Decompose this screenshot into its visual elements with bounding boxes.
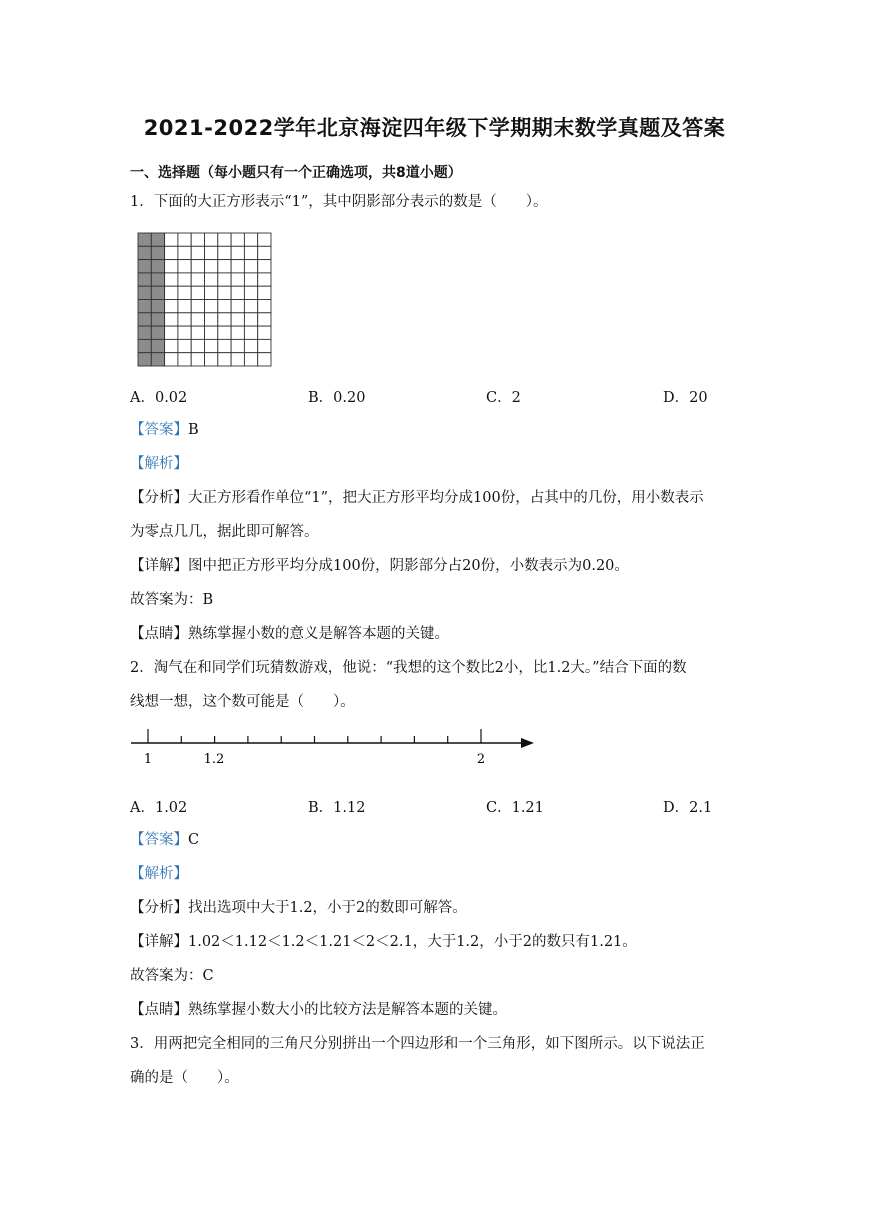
section-heading: 一、选择题（每小题只有一个正确选项，共8道小题）	[130, 165, 462, 181]
grid-cell	[218, 273, 231, 286]
answer-tag: 【答案】	[130, 832, 188, 848]
q3-stem-line1: 3．用两把完全相同的三角尺分别拼出一个四边形和一个三角形，如下图所示。以下说法正	[130, 1036, 705, 1052]
grid-cell	[258, 260, 271, 273]
shaded-cell	[138, 246, 151, 259]
q1-analysis-tag: 【解析】	[130, 456, 188, 472]
grid-cell	[231, 300, 244, 313]
q1-conclusion: 故答案为：B	[130, 592, 214, 608]
dianjing-tag: 【点睛】	[130, 626, 188, 642]
shaded-cell	[138, 286, 151, 299]
grid-cell	[205, 246, 218, 259]
q2-option-c: C．1.21	[486, 800, 544, 816]
grid-cell	[178, 286, 191, 299]
answer-tag: 【答案】	[130, 422, 188, 438]
grid-cell	[205, 233, 218, 246]
shaded-cell	[151, 273, 164, 286]
grid-cell	[205, 339, 218, 352]
q1-option-a: A．0.02	[130, 390, 188, 406]
grid-cell	[165, 353, 178, 366]
grid-cell	[258, 353, 271, 366]
grid-cell	[178, 353, 191, 366]
xiangjie-tag: 【详解】	[130, 934, 188, 950]
shaded-cell	[151, 326, 164, 339]
q2-conclusion: 故答案为：C	[130, 968, 214, 984]
grid-cell	[191, 233, 204, 246]
grid-cell	[231, 260, 244, 273]
grid-cell	[205, 326, 218, 339]
grid-cell	[231, 233, 244, 246]
q1-stem: 1．下面的大正方形表示“1”，其中阴影部分表示的数是（ ）。	[130, 194, 548, 210]
number-line-label-1: 1	[143, 752, 153, 767]
grid-cell	[165, 260, 178, 273]
grid-cell	[191, 339, 204, 352]
grid-cell	[165, 300, 178, 313]
grid-cell	[191, 246, 204, 259]
q1-option-c: C．2	[486, 390, 521, 406]
grid-cell	[165, 286, 178, 299]
grid-cell	[258, 313, 271, 326]
grid-cell	[205, 286, 218, 299]
grid-cell	[165, 339, 178, 352]
shaded-cell	[138, 326, 151, 339]
shaded-cell	[151, 233, 164, 246]
grid-cell	[218, 246, 231, 259]
grid-cell	[231, 273, 244, 286]
grid-cell	[191, 300, 204, 313]
q1-dianjing	[130, 624, 449, 644]
q2-option-d: D．2.1	[663, 800, 713, 816]
grid-cell	[205, 273, 218, 286]
xiangjie-text: 图中把正方形平均分成100份，阴影部分占20份，小数表示为0.20。	[188, 558, 629, 574]
q1-option-b: B．0.20	[308, 390, 366, 406]
grid-cell	[231, 339, 244, 352]
grid-cell	[231, 286, 244, 299]
xiangjie-tag: 【详解】	[130, 558, 188, 574]
grid-cell	[231, 246, 244, 259]
grid-cell	[178, 260, 191, 273]
number-line-arrow	[521, 738, 534, 748]
grid-cell	[178, 326, 191, 339]
q2-dianjing	[130, 1000, 507, 1020]
q1-xiangjie	[130, 556, 629, 576]
q2-option-b: B．1.12	[308, 800, 366, 816]
grid-cell	[244, 260, 257, 273]
grid-cell	[244, 273, 257, 286]
shaded-cell	[138, 233, 151, 246]
q2-analysis-tag: 【解析】	[130, 866, 188, 882]
grid-cell	[178, 273, 191, 286]
shaded-cell	[138, 339, 151, 352]
grid-cell	[244, 326, 257, 339]
q1-answer	[130, 420, 199, 440]
grid-cell	[191, 286, 204, 299]
shaded-cell	[138, 353, 151, 366]
q2-xiangjie	[130, 932, 637, 952]
q1-fenxi-line1	[130, 488, 704, 508]
grid-cell	[178, 233, 191, 246]
grid-cell	[218, 353, 231, 366]
grid-cell	[258, 300, 271, 313]
shaded-cell	[151, 353, 164, 366]
dianjing-text: 熟练掌握小数大小的比较方法是解答本题的关键。	[188, 1002, 507, 1018]
shaded-cell	[151, 260, 164, 273]
fenxi-tag: 【分析】	[130, 490, 188, 506]
q2-option-a: A．1.02	[130, 800, 188, 816]
grid-cell	[191, 326, 204, 339]
grid-cell	[244, 339, 257, 352]
fenxi-text: 找出选项中大于1.2，小于2的数即可解答。	[188, 900, 467, 916]
grid-cell	[205, 353, 218, 366]
grid-cell	[165, 233, 178, 246]
number-line-label-2: 2	[476, 752, 486, 767]
grid-cell	[191, 273, 204, 286]
shaded-cell	[151, 339, 164, 352]
q1-fenxi-line2: 为零点几几，据此即可解答。	[130, 524, 319, 540]
grid-cell	[205, 260, 218, 273]
grid-cell	[258, 273, 271, 286]
grid-cell	[205, 300, 218, 313]
grid-cell	[244, 233, 257, 246]
answer-value: B	[188, 422, 199, 438]
grid-cell	[244, 246, 257, 259]
grid-cell	[191, 260, 204, 273]
shaded-cell	[151, 286, 164, 299]
shaded-cell	[151, 313, 164, 326]
grid-cell	[244, 286, 257, 299]
fenxi-text: 大正方形看作单位“1”，把大正方形平均分成100份，占其中的几份，用小数表示	[188, 490, 704, 506]
grid-cell	[165, 246, 178, 259]
grid-cell	[205, 313, 218, 326]
grid-cell	[178, 300, 191, 313]
q2-number-line	[128, 726, 538, 770]
grid-cell	[244, 353, 257, 366]
q2-stem-line1: 2．淘气在和同学们玩猜数游戏，他说：“我想的这个数比2小，比1.2大。”结合下面的数	[130, 660, 687, 676]
grid-cell	[218, 339, 231, 352]
grid-cell	[165, 326, 178, 339]
grid-cell	[218, 286, 231, 299]
grid-cell	[191, 313, 204, 326]
grid-cell	[244, 300, 257, 313]
grid-cell	[165, 273, 178, 286]
grid-cell	[258, 233, 271, 246]
grid-cell	[178, 339, 191, 352]
q2-answer	[130, 830, 199, 850]
shaded-cell	[151, 246, 164, 259]
shaded-cell	[138, 260, 151, 273]
q2-fenxi	[130, 898, 467, 918]
grid-cell	[191, 353, 204, 366]
grid-cell	[218, 326, 231, 339]
shaded-cell	[138, 313, 151, 326]
q2-stem-line2: 线想一想，这个数可能是（ ）。	[130, 694, 355, 710]
q1-grid-figure	[137, 232, 273, 368]
q1-option-d: D．20	[663, 390, 708, 406]
q3-stem-line2: 确的是（ ）。	[130, 1070, 239, 1086]
grid-cell	[218, 313, 231, 326]
shaded-cell	[151, 300, 164, 313]
answer-value: C	[188, 832, 200, 848]
page-title: 2021-2022学年北京海淀四年级下学期期末数学真题及答案	[143, 116, 726, 140]
dianjing-text: 熟练掌握小数的意义是解答本题的关键。	[188, 626, 449, 642]
shaded-cell	[138, 300, 151, 313]
grid-cell	[218, 300, 231, 313]
xiangjie-text: 1.02＜1.12＜1.2＜1.21＜2＜2.1，大于1.2，小于2的数只有1.21。	[188, 934, 637, 950]
number-line-label-1-2: 1.2	[203, 752, 225, 767]
grid-cell	[165, 313, 178, 326]
grid-cell	[258, 246, 271, 259]
dianjing-tag: 【点睛】	[130, 1002, 188, 1018]
grid-cell	[231, 313, 244, 326]
shaded-cell	[138, 273, 151, 286]
grid-cell	[218, 260, 231, 273]
grid-cell	[231, 326, 244, 339]
grid-cell	[178, 246, 191, 259]
grid-cell	[244, 313, 257, 326]
grid-cell	[178, 313, 191, 326]
fenxi-tag: 【分析】	[130, 900, 188, 916]
grid-cell	[258, 339, 271, 352]
grid-cell	[231, 353, 244, 366]
grid-cell	[218, 233, 231, 246]
grid-cell	[258, 286, 271, 299]
grid-cell	[258, 326, 271, 339]
